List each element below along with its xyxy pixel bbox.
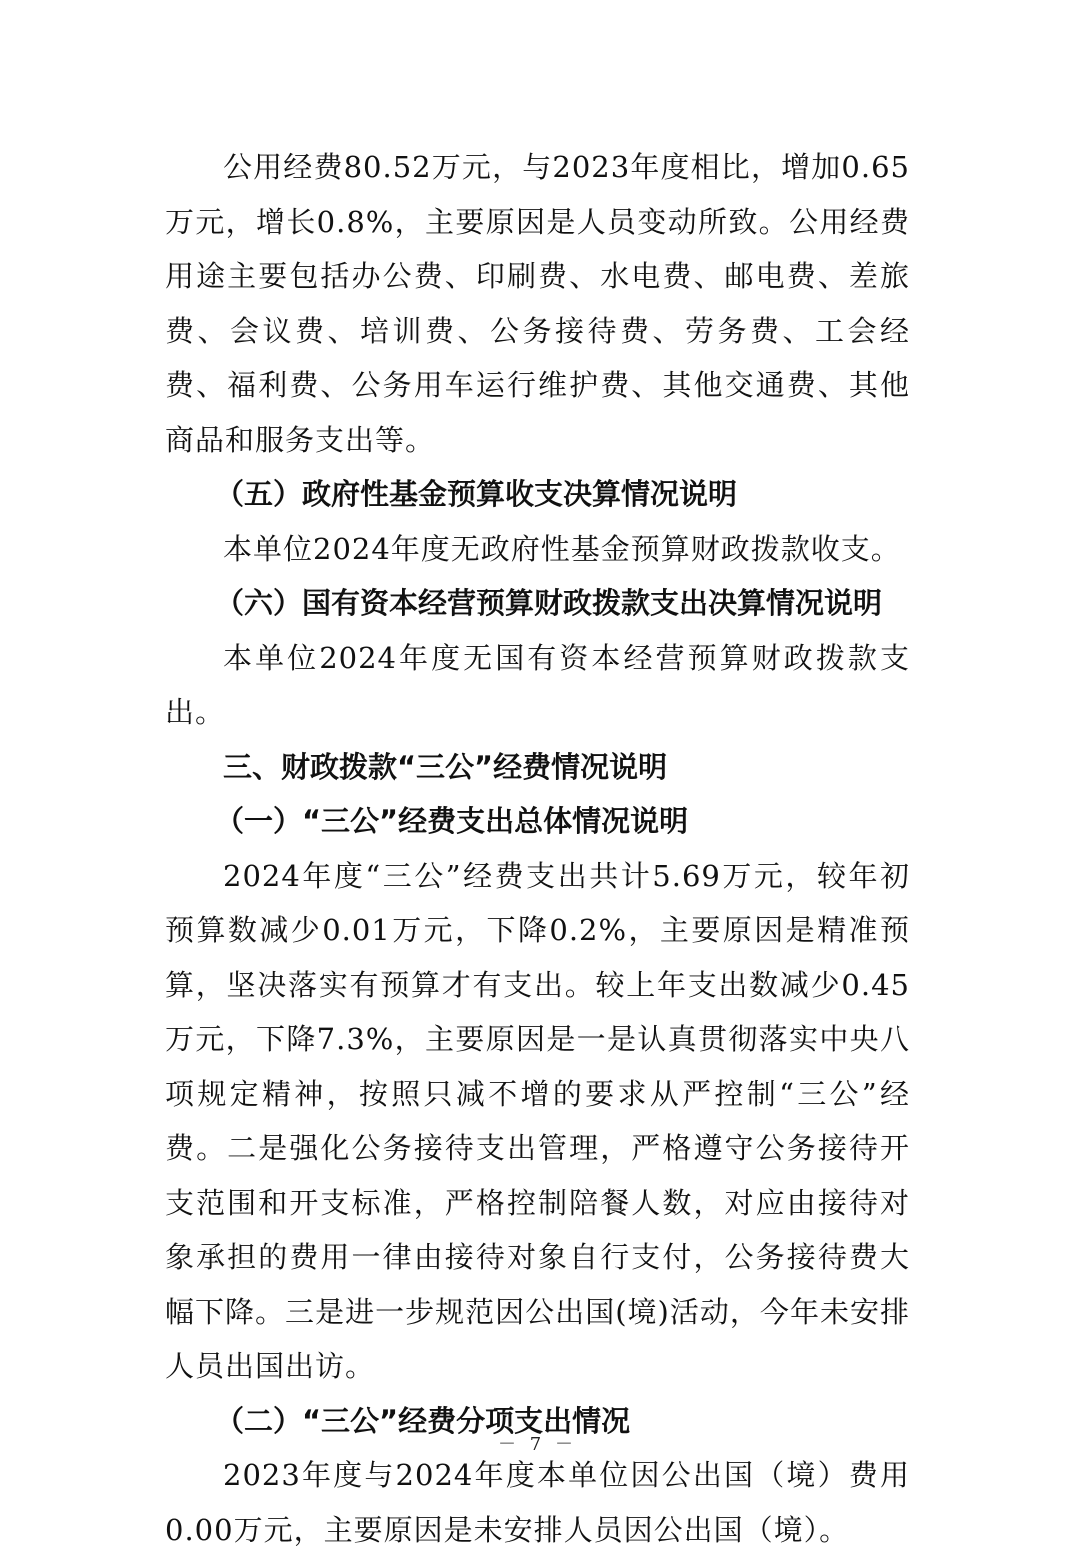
page-number: － 7 － [498,1434,577,1455]
heading-overall-expenses: （一）“三公”经费支出总体情况说明 [215,804,689,838]
document-body [165,140,910,1557]
paragraph-overall-expenses: 2024年度“三公”经费支出共计5.69万元，较年初预算数减少0.01万元，下降0.2%，主要原因是精准预算，坚决落实有预算才有支出。较上年支出数减少0.45万元，下降7.3%，主要原因是一是认真贯彻落实中央八项规定精神，按照只减不增的要求从严控制“三公”经费。二是强化公务接待支出管理，严格遵守公务接待开支范围和开支标准，严格控制陪餐人数，对应由接待对象承担的费用一律由接待对象自行支付，公务接待费大幅下降。三是进一步规范因公出国(境)活动，今年未安排人员出国出访。 [165,858,910,1383]
paragraph-itemized-expenses: 2023年度与2024年度本单位因公出国（境）费用0.00万元，主要原因是未安排人员因公出国（境）。 [165,1458,910,1547]
paragraph-government-fund: 本单位2024年度无政府性基金预算财政拨款收支。 [223,531,901,566]
paragraph-state-capital: 本单位2024年度无国有资本经营预算财政拨款支出。 [165,640,910,729]
heading-three-public-expenses: 三、财政拨款“三公”经费情况说明 [223,749,668,784]
paragraph-public-expenses: 公用经费80.52万元，与2023年度相比，增加0.65万元，增长0.8%，主要原因是人员变动所致。公用经费用途主要包括办公费、印刷费、水电费、邮电费、差旅费、会议费、培训费、公务接待费、劳务费、工会经费、福利费、公务用车运行维护费、其他交通费、其他商品和服务支出等。 [165,150,910,457]
heading-itemized-expenses: （二）“三公”经费分项支出情况 [215,1403,631,1438]
heading-state-capital: （六）国有资本经营预算财政拨款支出决算情况说明 [215,586,883,620]
heading-government-fund: （五）政府性基金预算收支决算情况说明 [215,477,738,511]
